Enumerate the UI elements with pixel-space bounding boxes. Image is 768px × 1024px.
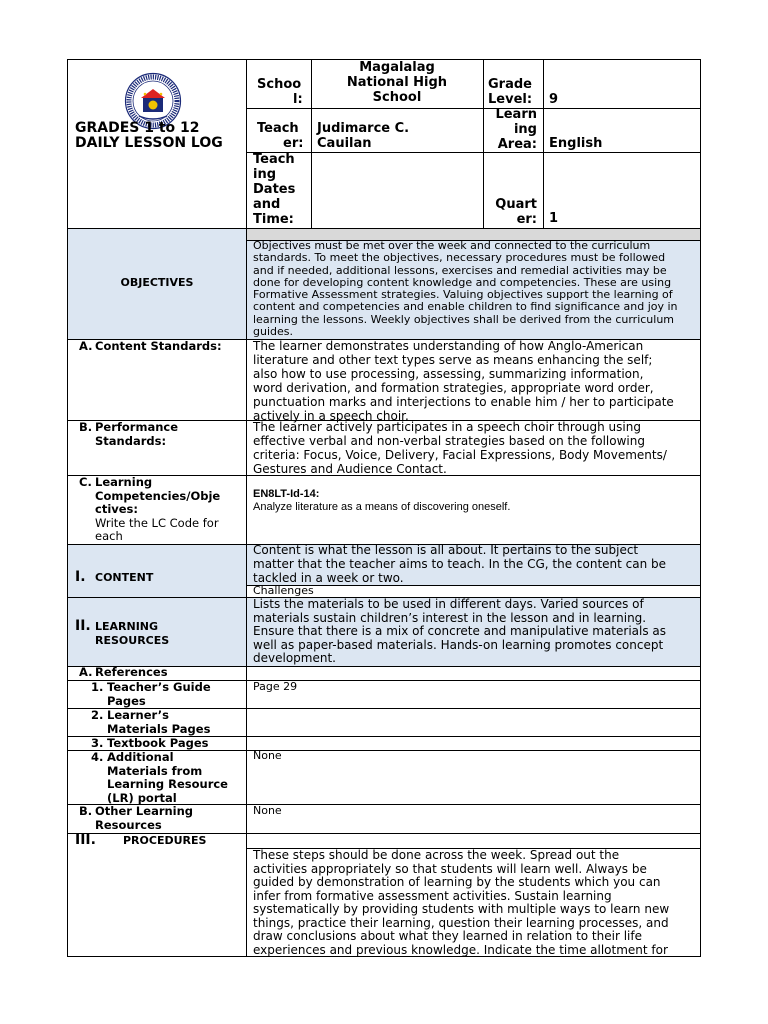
dates-label: Teach ing Dates and Time:	[253, 152, 296, 227]
procedures-roman: III.	[75, 832, 96, 848]
grade-label: Grade Level:	[488, 77, 533, 107]
tg-label: Teacher’s Guide Pages	[107, 680, 211, 708]
school-label: Schoo l:	[257, 77, 303, 107]
other-resources-label: Other Learning Resources	[95, 804, 194, 832]
teacher-label: Teach er:	[257, 121, 304, 151]
am-num: 4.	[91, 750, 104, 764]
other-resources-marker: B.	[79, 804, 93, 818]
objectives-label: OBJECTIVES	[120, 276, 194, 289]
tb-num: 3.	[91, 736, 104, 750]
quarter-value: 1	[549, 211, 559, 226]
content-value: Challenges	[253, 584, 314, 597]
procedures-label: PROCEDURES	[123, 834, 207, 847]
content-roman: I.	[75, 569, 86, 585]
content-label: CONTENT	[95, 571, 154, 584]
content-standards-text: The learner demonstrates understanding of how Anglo-American literature and other text types serve as means enhancing the self; also how to use processing, assessing, summarizing information, word derivation, and formation strategies, appropriate word order, punctuation marks and interjections to enable him / her to participate actively in a speech choir.	[253, 339, 674, 423]
school-value: Magalalag National High School	[346, 60, 448, 105]
title-line-2: DAILY LESSON LOG	[75, 135, 223, 151]
quarter-label: Quart er:	[495, 197, 537, 227]
performance-standards-marker: B.	[79, 420, 93, 434]
area-label: Learn ing Area:	[495, 107, 537, 152]
teacher-value: Judimarce C. Cauilan	[317, 121, 410, 151]
area-value: English	[549, 136, 603, 151]
competencies-marker: C.	[79, 475, 92, 489]
content-standards-label: Content Standards:	[95, 339, 222, 353]
resources-label: LEARNING RESOURCES	[95, 620, 170, 647]
performance-standards-text: The learner actively participates in a speech choir through using effective verbal and non-verbal strategies based on the following criteria: Focus, Voice, Delivery, Facial Expressions, Body Movements/ Gestures and Audience Contact.	[253, 420, 667, 476]
references-marker: A.	[79, 665, 93, 679]
lm-label: Learner’s Materials Pages	[107, 708, 211, 736]
procedures-note: These steps should be done across the week. Spread out the activities appropriately so that students will learn well. Always be guided by demonstration of learning by the students which you can infer from formative assessment activities. Sustain learning systematically by providing students with multiple ways to learn new things, practice their learning, question their learning processes, and draw conclusions about what they learned in relation to their life experiences and previous knowledge. Indicate the time allotment for	[253, 848, 670, 957]
resources-roman: II.	[75, 618, 91, 634]
am-label: Additional Materials from Learning Resource (LR) portal	[107, 750, 228, 805]
grade-value: 9	[549, 92, 559, 107]
competencies-label: Learning Competencies/Obje ctives: Write the LC Code for each	[95, 475, 221, 544]
references-label: References	[95, 665, 168, 679]
page-title	[75, 121, 245, 151]
tg-value: Page 29	[253, 680, 298, 693]
competency-text: Analyze literature as a means of discovering oneself.	[253, 501, 511, 513]
am-value: None	[253, 749, 282, 762]
tg-num: 1.	[91, 680, 104, 694]
resources-note: Lists the materials to be used in different days. Varied sources of materials sustain children’s interest in the lesson and in learning. Ensure that there is a mix of concrete and manipulative materials as well as paper-based materials. Hands-on learning promotes concept development.	[253, 597, 667, 665]
other-resources-value: None	[253, 804, 282, 817]
competency-code: EN8LT-Id-14:	[253, 488, 320, 500]
title-line-1: GRADES 1 to 12	[75, 120, 200, 136]
objectives-note: Objectives must be met over the week and connected to the curriculum standards. To meet the objectives, necessary procedures must be followed and if needed, additional lessons, exercises and remedial activities may be done for developing content knowledge and competencies. These are using Formative Assessment strategies. Valuing objectives support the learning of content and competencies and enable children to find significance and joy in learning the lessons. Weekly objectives shall be derived from the curriculum guides.	[253, 239, 678, 339]
performance-standards-label: Performance Standards:	[95, 420, 179, 448]
lm-num: 2.	[91, 708, 104, 722]
tb-label: Textbook Pages	[107, 736, 209, 750]
content-standards-marker: A.	[79, 339, 93, 353]
content-note: Content is what the lesson is all about. It pertains to the subject matter that the teacher aims to teach. In the CG, the content can be tackled in a week or two.	[253, 543, 667, 585]
